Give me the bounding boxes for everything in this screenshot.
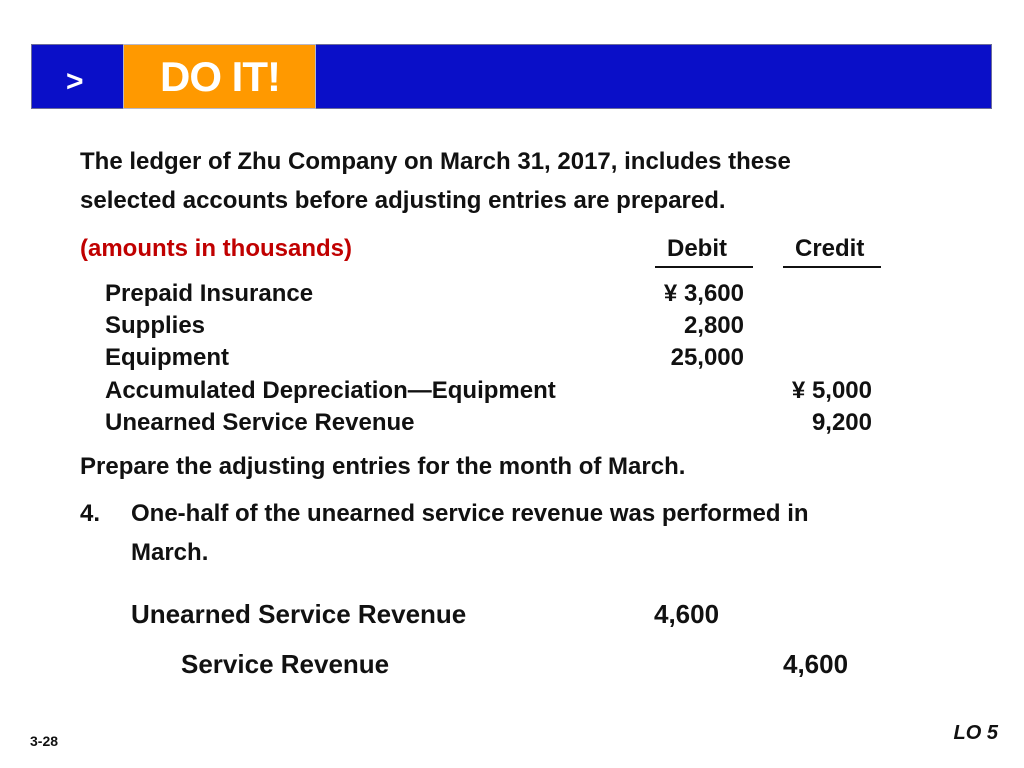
ledger-debit: 2,800: [683, 312, 744, 339]
page-number: 3-28: [30, 733, 59, 749]
ledger-debit: ¥ 3,600: [663, 280, 744, 307]
ledger-debit: 25,000: [670, 344, 744, 371]
amounts-note: (amounts in thousands): [80, 235, 352, 262]
entry-debit-amount: 4,600: [654, 599, 720, 629]
ledger-account: Supplies: [105, 312, 206, 339]
ledger-account: Accumulated Depreciation—Equipment: [105, 377, 556, 404]
debit-header: Debit: [667, 235, 727, 262]
ledger-account: Equipment: [105, 344, 229, 371]
ledger-account: Unearned Service Revenue: [105, 409, 415, 436]
ledger-credit: 9,200: [811, 409, 872, 436]
chevron-icon: >: [66, 65, 84, 98]
item-line-2: March.: [131, 539, 209, 566]
problem-line-1: The ledger of Zhu Company on March 31, 2017, includes these: [80, 148, 791, 175]
item-line-1: One-half of the unearned service revenue was performed in: [131, 500, 809, 527]
ledger-credit: ¥ 5,000: [791, 377, 872, 404]
credit-header: Credit: [795, 235, 865, 262]
item-number: 4.: [80, 500, 101, 527]
entry-credit-account: Service Revenue: [181, 649, 390, 679]
do-it-title: DO IT!: [160, 53, 280, 100]
problem-line-2: selected accounts before adjusting entries are prepared.: [80, 187, 726, 214]
entry-credit-amount: 4,600: [783, 649, 849, 679]
debit-underline: [655, 266, 753, 268]
ledger-account: Prepaid Insurance: [105, 280, 314, 307]
credit-underline: [783, 266, 881, 268]
instruction: Prepare the adjusting entries for the month of March.: [80, 453, 686, 480]
entry-debit-account: Unearned Service Revenue: [131, 599, 467, 629]
learning-objective-label: LO 5: [953, 722, 998, 744]
